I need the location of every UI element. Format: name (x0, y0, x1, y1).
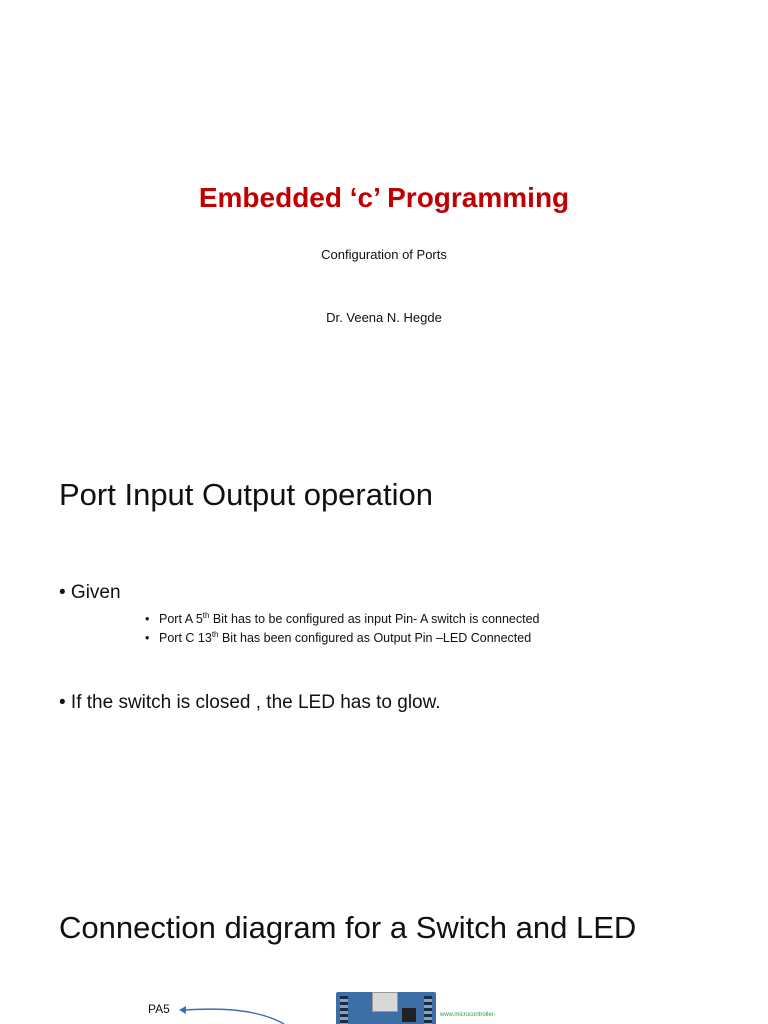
presentation-subtitle: Configuration of Ports (321, 247, 447, 262)
header-pins-right (424, 996, 432, 1024)
sub-item-text: Bit has to be configured as input Pin- A switch is connected (209, 612, 540, 626)
sub-item-text: Bit has been configured as Output Pin –LED Connected (218, 631, 532, 645)
port-io-slide (0, 432, 768, 864)
pa5-pin-label: PA5 (148, 1002, 170, 1016)
chip (402, 1008, 416, 1022)
microcontroller-board-image (336, 992, 436, 1024)
bullet-dot: • (145, 612, 150, 626)
slide-heading: Port Input Output operation (59, 477, 433, 512)
given-bullet: • Given (59, 582, 121, 603)
header-pins-left (340, 996, 348, 1024)
sub-item-prefix: Port A 5 (159, 612, 203, 626)
switch-condition-bullet: • If the switch is closed , the LED has to glow. (59, 692, 441, 713)
sub-list-item (145, 610, 540, 629)
connection-diagram-slide (0, 864, 768, 1024)
bullet-dot: • (145, 631, 150, 645)
ordinal-suffix: th (202, 611, 210, 620)
connection-arrow-icon (176, 1002, 286, 1024)
usb-connector (372, 992, 398, 1012)
presentation-title: Embedded ‘c’ Programming (198, 182, 570, 213)
slide-heading: Connection diagram for a Switch and LED (59, 910, 637, 945)
sub-item-prefix: Port C 13 (159, 631, 212, 645)
ordinal-suffix: th (211, 630, 219, 639)
title-slide (0, 0, 768, 432)
given-sub-list (145, 610, 540, 648)
author-name: Dr. Veena N. Hegde (326, 310, 442, 325)
board-url-text: www.microcontroller- (440, 1012, 496, 1018)
sub-list-item (145, 629, 540, 648)
